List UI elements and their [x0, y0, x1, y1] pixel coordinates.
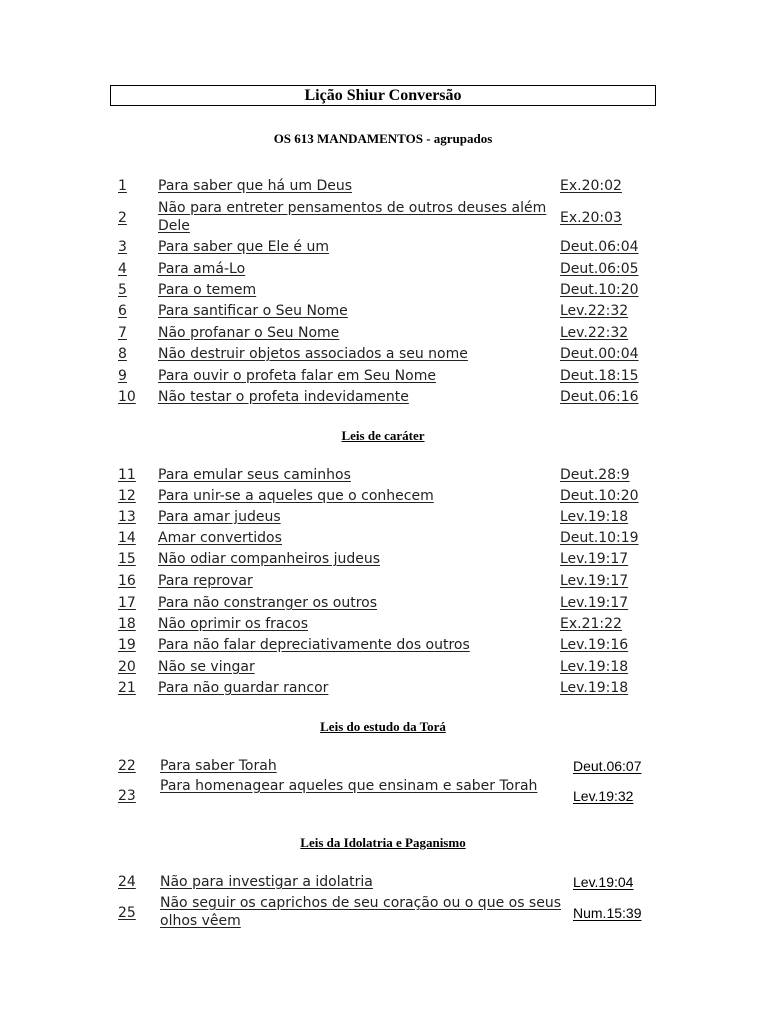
item-description[interactable]: Para homenagear aqueles que ensinam e saber Torah: [160, 778, 538, 794]
item-reference[interactable]: Deut.28:9: [560, 467, 630, 483]
item-description[interactable]: Para saber que Ele é um: [158, 239, 329, 255]
section-heading: Leis do estudo da Torá: [320, 719, 446, 734]
section-heading: Leis da Idolatria e Paganismo: [300, 835, 466, 850]
item-description[interactable]: Não seguir os caprichos de seu coração ou o que os seus olhos vêem: [160, 895, 562, 929]
item-reference[interactable]: Lev.19:04: [573, 874, 634, 890]
item-description[interactable]: Não se vingar: [158, 659, 255, 675]
item-description[interactable]: Para saber que há um Deus: [158, 178, 353, 194]
item-description[interactable]: Não para investigar a idolatria: [160, 874, 373, 890]
item-description[interactable]: Para não guardar rancor: [158, 680, 329, 696]
item-number[interactable]: 17: [118, 595, 136, 611]
item-number[interactable]: 14: [118, 530, 136, 546]
item-number[interactable]: 11: [118, 467, 136, 483]
item-number[interactable]: 5: [118, 282, 127, 298]
page-title: Lição Shiur Conversão: [110, 85, 656, 106]
item-description[interactable]: Para emular seus caminhos: [158, 467, 351, 483]
item-number[interactable]: 12: [118, 488, 136, 504]
item-description[interactable]: Não oprimir os fracos: [158, 616, 309, 632]
item-number[interactable]: 6: [118, 303, 127, 319]
item-reference[interactable]: Lev.19:32: [573, 788, 634, 804]
item-number[interactable]: 8: [118, 346, 127, 362]
item-description[interactable]: Não destruir objetos associados a seu nome: [158, 346, 468, 362]
item-number[interactable]: 1: [118, 178, 127, 194]
item-description[interactable]: Para santificar o Seu Nome: [158, 303, 348, 319]
item-number[interactable]: 21: [118, 680, 136, 696]
item-reference[interactable]: Lev.19:18: [560, 659, 629, 675]
item-reference[interactable]: Deut.06:05: [560, 261, 639, 277]
item-reference[interactable]: Lev.22:32: [560, 325, 629, 341]
item-description[interactable]: Para o temem: [158, 282, 257, 298]
item-reference[interactable]: Lev.19:17: [560, 595, 629, 611]
item-reference[interactable]: Deut.10:19: [560, 530, 639, 546]
item-reference[interactable]: Lev.22:32: [560, 303, 629, 319]
item-description[interactable]: Para reprovar: [158, 573, 253, 589]
item-number[interactable]: 24: [118, 874, 136, 890]
item-reference[interactable]: Lev.19:18: [560, 509, 629, 525]
item-number[interactable]: 23: [118, 788, 136, 804]
item-number[interactable]: 3: [118, 239, 127, 255]
item-number[interactable]: 13: [118, 509, 136, 525]
item-reference[interactable]: Lev.19:17: [560, 551, 629, 567]
item-number[interactable]: 10: [118, 389, 136, 405]
item-description[interactable]: Não para entreter pensamentos de outros deuses além Dele: [158, 200, 547, 234]
item-description[interactable]: Não testar o profeta indevidamente: [158, 389, 409, 405]
item-reference[interactable]: Deut.06:16: [560, 389, 639, 405]
document-subtitle: OS 613 MANDAMENTOS - agrupados: [273, 131, 493, 146]
item-description[interactable]: Para não falar depreciativamente dos outros: [158, 637, 470, 653]
item-description[interactable]: Para amá-Lo: [158, 261, 246, 277]
item-reference[interactable]: Deut.10:20: [560, 282, 639, 298]
item-reference[interactable]: Num.15:39: [573, 905, 642, 921]
section-heading: Leis de caráter: [341, 428, 425, 443]
item-description[interactable]: Não profanar o Seu Nome: [158, 325, 340, 341]
item-reference[interactable]: Ex.21:22: [560, 616, 622, 632]
item-description[interactable]: Para amar judeus: [158, 509, 281, 525]
item-reference[interactable]: Lev.19:17: [560, 573, 629, 589]
item-reference[interactable]: Deut.10:20: [560, 488, 639, 504]
item-reference[interactable]: Lev.19:16: [560, 637, 629, 653]
item-description[interactable]: Para ouvir o profeta falar em Seu Nome: [158, 368, 436, 384]
item-number[interactable]: 4: [118, 261, 127, 277]
item-number[interactable]: 19: [118, 637, 136, 653]
item-reference[interactable]: Deut.00:04: [560, 346, 639, 362]
item-number[interactable]: 16: [118, 573, 136, 589]
item-number[interactable]: 25: [118, 905, 136, 921]
item-number[interactable]: 2: [118, 210, 127, 226]
item-description[interactable]: Para saber Torah: [160, 758, 277, 774]
item-reference[interactable]: Deut.18:15: [560, 368, 639, 384]
item-reference[interactable]: Lev.19:18: [560, 680, 629, 696]
item-reference[interactable]: Ex.20:02: [560, 178, 622, 194]
item-number[interactable]: 20: [118, 659, 136, 675]
item-reference[interactable]: Deut.06:07: [573, 758, 642, 774]
item-reference[interactable]: Deut.06:04: [560, 239, 639, 255]
item-number[interactable]: 18: [118, 616, 136, 632]
item-reference[interactable]: Ex.20:03: [560, 210, 622, 226]
item-description[interactable]: Para não constranger os outros: [158, 595, 378, 611]
item-number[interactable]: 22: [118, 758, 136, 774]
item-description[interactable]: Para unir-se a aqueles que o conhecem: [158, 488, 434, 504]
item-number[interactable]: 15: [118, 551, 136, 567]
item-number[interactable]: 7: [118, 325, 127, 341]
item-description[interactable]: Não odiar companheiros judeus: [158, 551, 380, 567]
item-description[interactable]: Amar convertidos: [158, 530, 282, 546]
item-number[interactable]: 9: [118, 368, 127, 384]
